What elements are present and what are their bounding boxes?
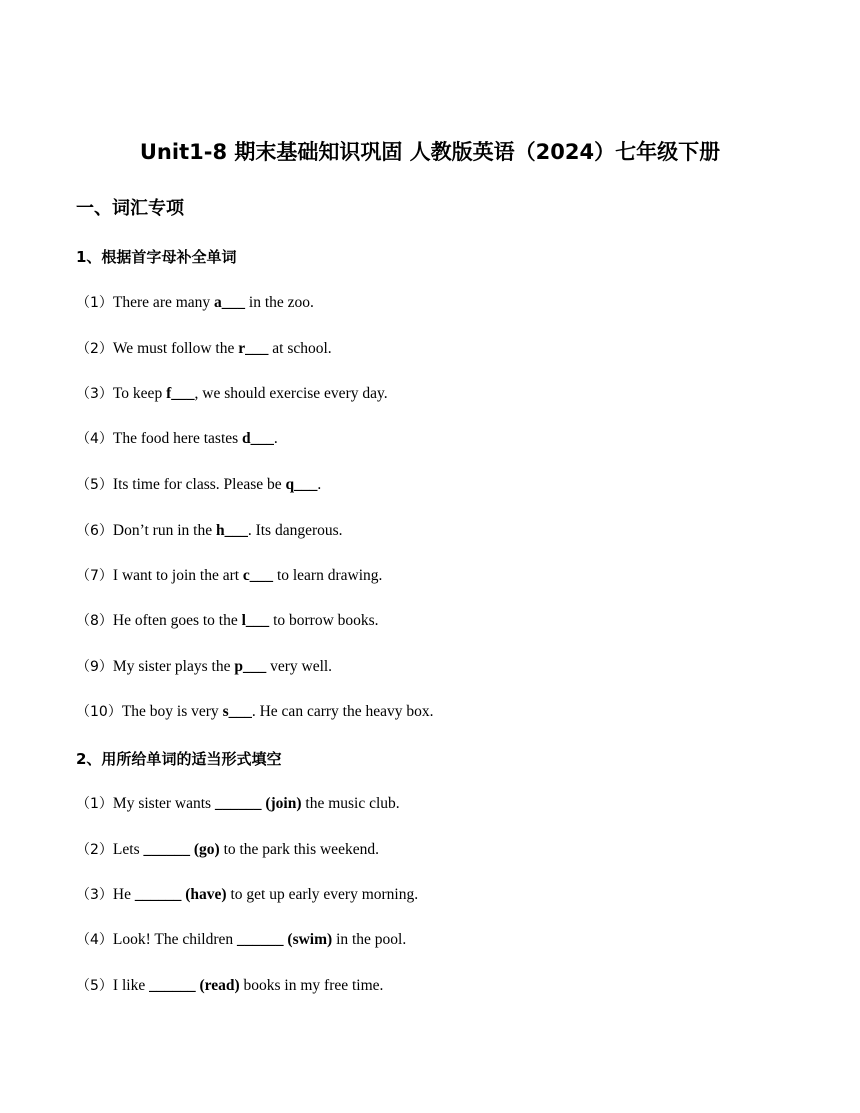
answer-hint: ______ (go)	[143, 841, 220, 858]
part-heading-initial-letters: 1、根据首字母补全单词	[76, 248, 237, 266]
question-item: （7）I want to join the art c___ to learn drawing.	[76, 567, 383, 584]
question-item: （8）He often goes to the l___ to borrow books.	[76, 612, 379, 629]
answer-hint: q___	[285, 476, 318, 493]
question-item: （4）Look! The children ______ (swim) in the pool.	[76, 931, 407, 948]
question-item: （2）We must follow the r___ at school.	[76, 340, 332, 357]
question-item: （3）He ______ (have) to get up early every morning.	[76, 886, 419, 903]
answer-hint: ______ (read)	[149, 977, 240, 994]
question-item: （1）My sister wants ______ (join) the music club.	[76, 795, 400, 812]
document-title: Unit1-8 期末基础知识巩固 人教版英语（2024）七年级下册	[139, 140, 721, 164]
answer-hint: ______ (have)	[134, 886, 227, 903]
answer-hint: ______ (swim)	[237, 931, 333, 948]
answer-hint: l___	[241, 612, 270, 629]
answer-hint: d___	[242, 430, 274, 447]
question-item: （5）Its time for class. Please be q___.	[76, 476, 322, 493]
question-item: （1）There are many a___ in the zoo.	[76, 294, 314, 311]
answer-hint: s___	[222, 703, 252, 720]
question-item: （2）Lets ______ (go) to the park this weekend.	[76, 841, 379, 858]
answer-hint: c___	[242, 567, 274, 584]
answer-hint: p___	[234, 658, 267, 675]
part-heading-word-forms: 2、用所给单词的适当形式填空	[76, 750, 282, 768]
question-item: （6）Don’t run in the h___. Its dangerous.	[76, 522, 343, 539]
question-item: （4）The food here tastes d___.	[76, 430, 278, 447]
question-item: （9）My sister plays the p___ very well.	[76, 658, 333, 675]
answer-hint: h___	[215, 522, 248, 539]
answer-hint: r___	[238, 340, 269, 357]
section-heading-vocabulary: 一、词汇专项	[76, 198, 184, 219]
answer-hint: ______ (join)	[214, 795, 302, 812]
question-item: （3）To keep f___, we should exercise every day.	[76, 385, 388, 402]
answer-hint: a___	[214, 294, 246, 311]
question-item: （10）The boy is very s___. He can carry the heavy box.	[76, 703, 434, 720]
answer-hint: f___	[166, 385, 195, 402]
question-item: （5）I like ______ (read) books in my free time.	[76, 977, 384, 994]
